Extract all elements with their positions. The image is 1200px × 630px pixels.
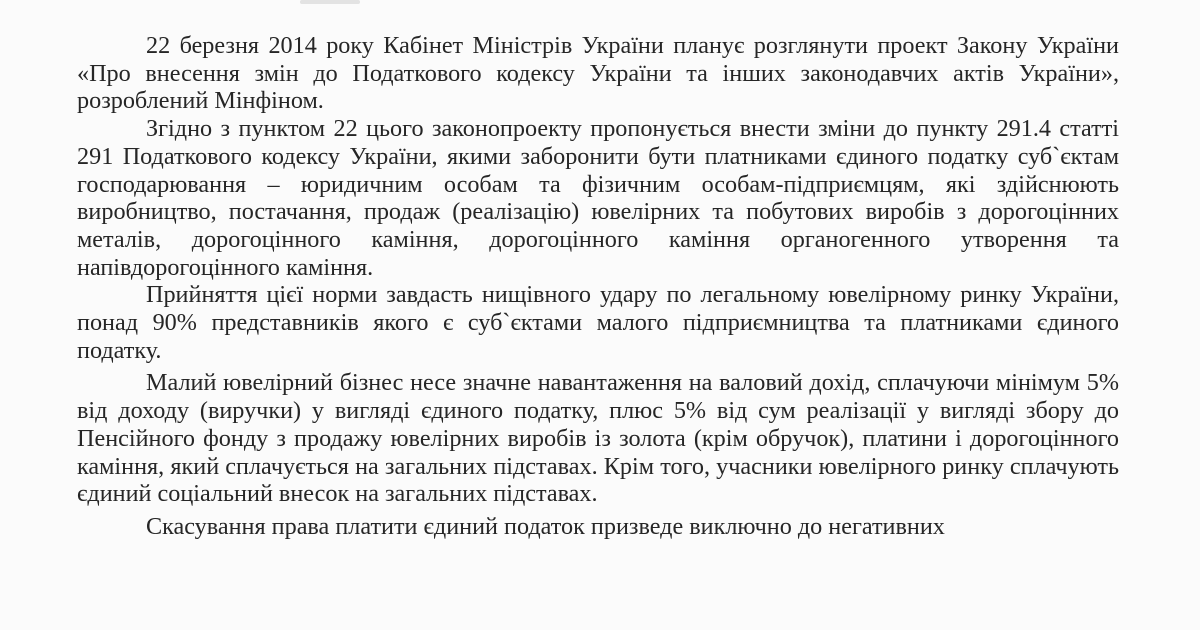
- paragraph-2: Згідно з пунктом 22 цього законопроекту пропонується внести зміни до пункту 291.4 статті 291 Податкового кодексу України, якими заборонити бути платниками єдиного податку суб`єктам господарювання – юридичним особам та фізичним особам-підприємцям, які здійснюють виробництво, постачання, продаж (реалізацію) ювелірних та побутових виробів з дорогоцінних металів, дорогоцінного каміння, дорогоцінного каміння органогенного утворення та напівдорогоцінного каміння.: [77, 115, 1119, 281]
- paragraph-1: 22 березня 2014 року Кабінет Міністрів України планує розглянути проект Закону України «Про внесення змін до Податкового кодексу України та інших законодавчих актів України», розроблений Мінфіном.: [77, 32, 1119, 115]
- paragraph-4: Малий ювелірний бізнес несе значне навантаження на валовий дохід, сплачуючи мінімум 5% від доходу (виручки) у вигляді єдиного податку, плюс 5% від сум реалізації у вигляді збору до Пенсійного фонду з продажу ювелірних виробів із золота (крім обручок), платини і дорогоцінного каміння, який сплачується на загальних підставах. Крім того, учасники ювелірного ринку сплачують єдиний соціальний внесок на загальних підставах.: [77, 369, 1119, 508]
- scan-artifact: [300, 0, 360, 4]
- paragraph-5: Скасування права платити єдиний податок призведе виключно до негативних: [146, 512, 945, 540]
- paragraph-3: Прийняття цієї норми завдасть нищівного удару по легальному ювелірному ринку України, понад 90% представників якого є суб`єктами малого підприємництва та платниками єдиного податку.: [77, 281, 1119, 364]
- document-body: [77, 32, 1119, 541]
